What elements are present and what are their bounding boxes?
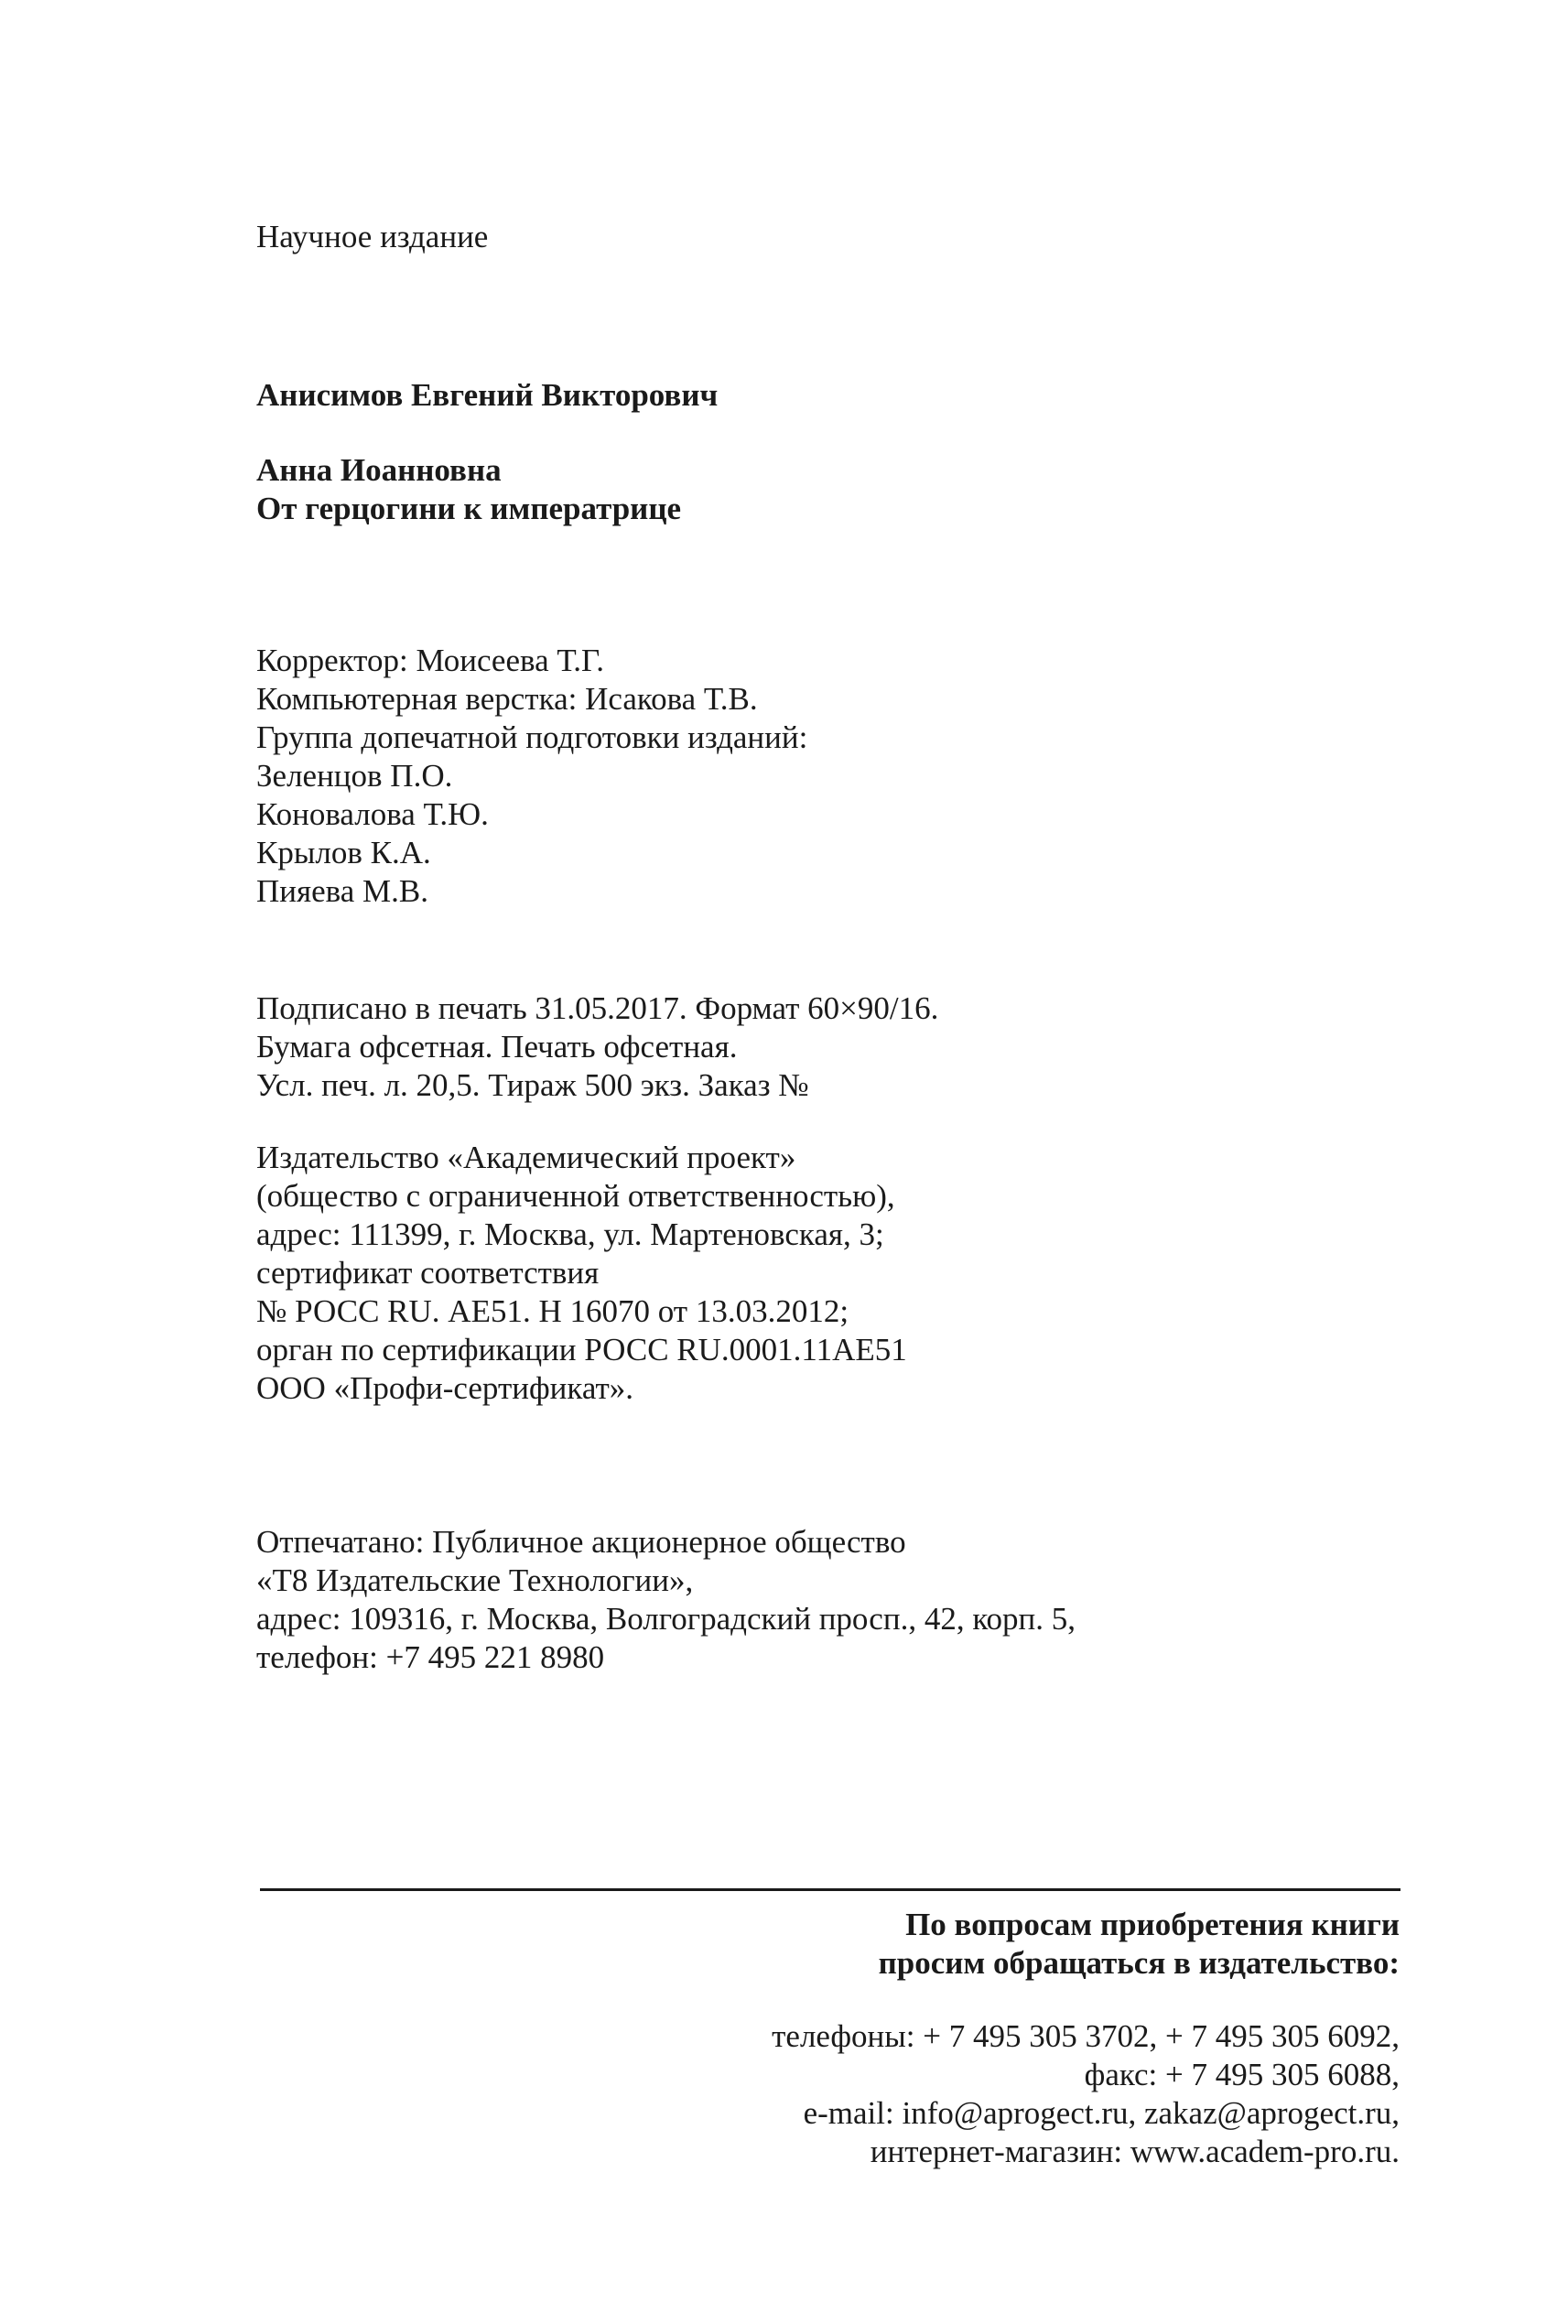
printer-line: телефон: +7 495 221 8980: [256, 1639, 605, 1675]
publisher-line: ООО «Профи-сертификат».: [256, 1370, 634, 1406]
print-details: [256, 989, 938, 1105]
book-subtitle-line: От герцогини к императрице: [256, 491, 682, 526]
publisher-line: № РОСС RU. АЕ51. Н 16070 от 13.03.2012;: [256, 1293, 849, 1329]
book-title-line: Анна Иоанновна: [256, 452, 502, 488]
contact-website: интернет-магазин: www.academ-pro.ru.: [870, 2134, 1400, 2169]
publisher-info: [256, 1139, 907, 1408]
purchase-heading-line: просим обращаться в издательство:: [878, 1945, 1400, 1981]
contact-fax: факс: + 7 495 305 6088,: [1084, 2057, 1400, 2092]
printer-line: Отпечатано: Публичное акционерное общество: [256, 1524, 906, 1560]
print-detail-line: Подписано в печать 31.05.2017. Формат 60×90/16.: [256, 990, 939, 1026]
publisher-line: Издательство «Академический проект»: [256, 1140, 796, 1175]
staff-line: Компьютерная верстка: Исакова Т.В.: [256, 681, 758, 717]
printer-line: адрес: 109316, г. Москва, Волгоградский просп., 42, корп. 5,: [256, 1601, 1076, 1637]
staff-credits: [256, 642, 807, 911]
author-name: [256, 376, 718, 415]
section-divider: [260, 1888, 1400, 1891]
edition-type: [256, 218, 488, 256]
publisher-contacts: [772, 2017, 1400, 2171]
publisher-line: сертификат соответствия: [256, 1255, 600, 1291]
purchase-heading-line: По вопросам приобретения книги: [905, 1907, 1400, 1942]
author-name-text: Анисимов Евгений Викторович: [256, 377, 719, 413]
publisher-line: (общество с ограниченной ответственностью),: [256, 1178, 895, 1214]
contact-email: e-mail: info@aprogect.ru, zakaz@aprogect.ru,: [803, 2095, 1400, 2131]
staff-line: Корректор: Моисеева Т.Г.: [256, 643, 605, 678]
staff-line: Крылов К.А.: [256, 835, 431, 870]
print-detail-line: Усл. печ. л. 20,5. Тираж 500 экз. Заказ №: [256, 1067, 809, 1103]
staff-line: Зеленцов П.О.: [256, 758, 453, 794]
contact-phones: телефоны: + 7 495 305 3702, + 7 495 305 6092,: [772, 2018, 1400, 2054]
staff-line: Пияева М.В.: [256, 873, 428, 909]
purchase-heading: [879, 1906, 1400, 1983]
staff-line: Группа допечатной подготовки изданий:: [256, 719, 808, 755]
publisher-line: орган по сертификации РОСС RU.0001.11АЕ51: [256, 1332, 907, 1367]
publisher-line: адрес: 111399, г. Москва, ул. Мартеновская, 3;: [256, 1216, 884, 1252]
printer-info: [256, 1523, 1076, 1677]
edition-type-text: Научное издание: [256, 219, 489, 254]
printer-line: «Т8 Издательские Технологии»,: [256, 1562, 694, 1598]
print-detail-line: Бумага офсетная. Печать офсетная.: [256, 1029, 738, 1065]
staff-line: Коновалова Т.Ю.: [256, 796, 489, 832]
book-title: [256, 451, 681, 528]
